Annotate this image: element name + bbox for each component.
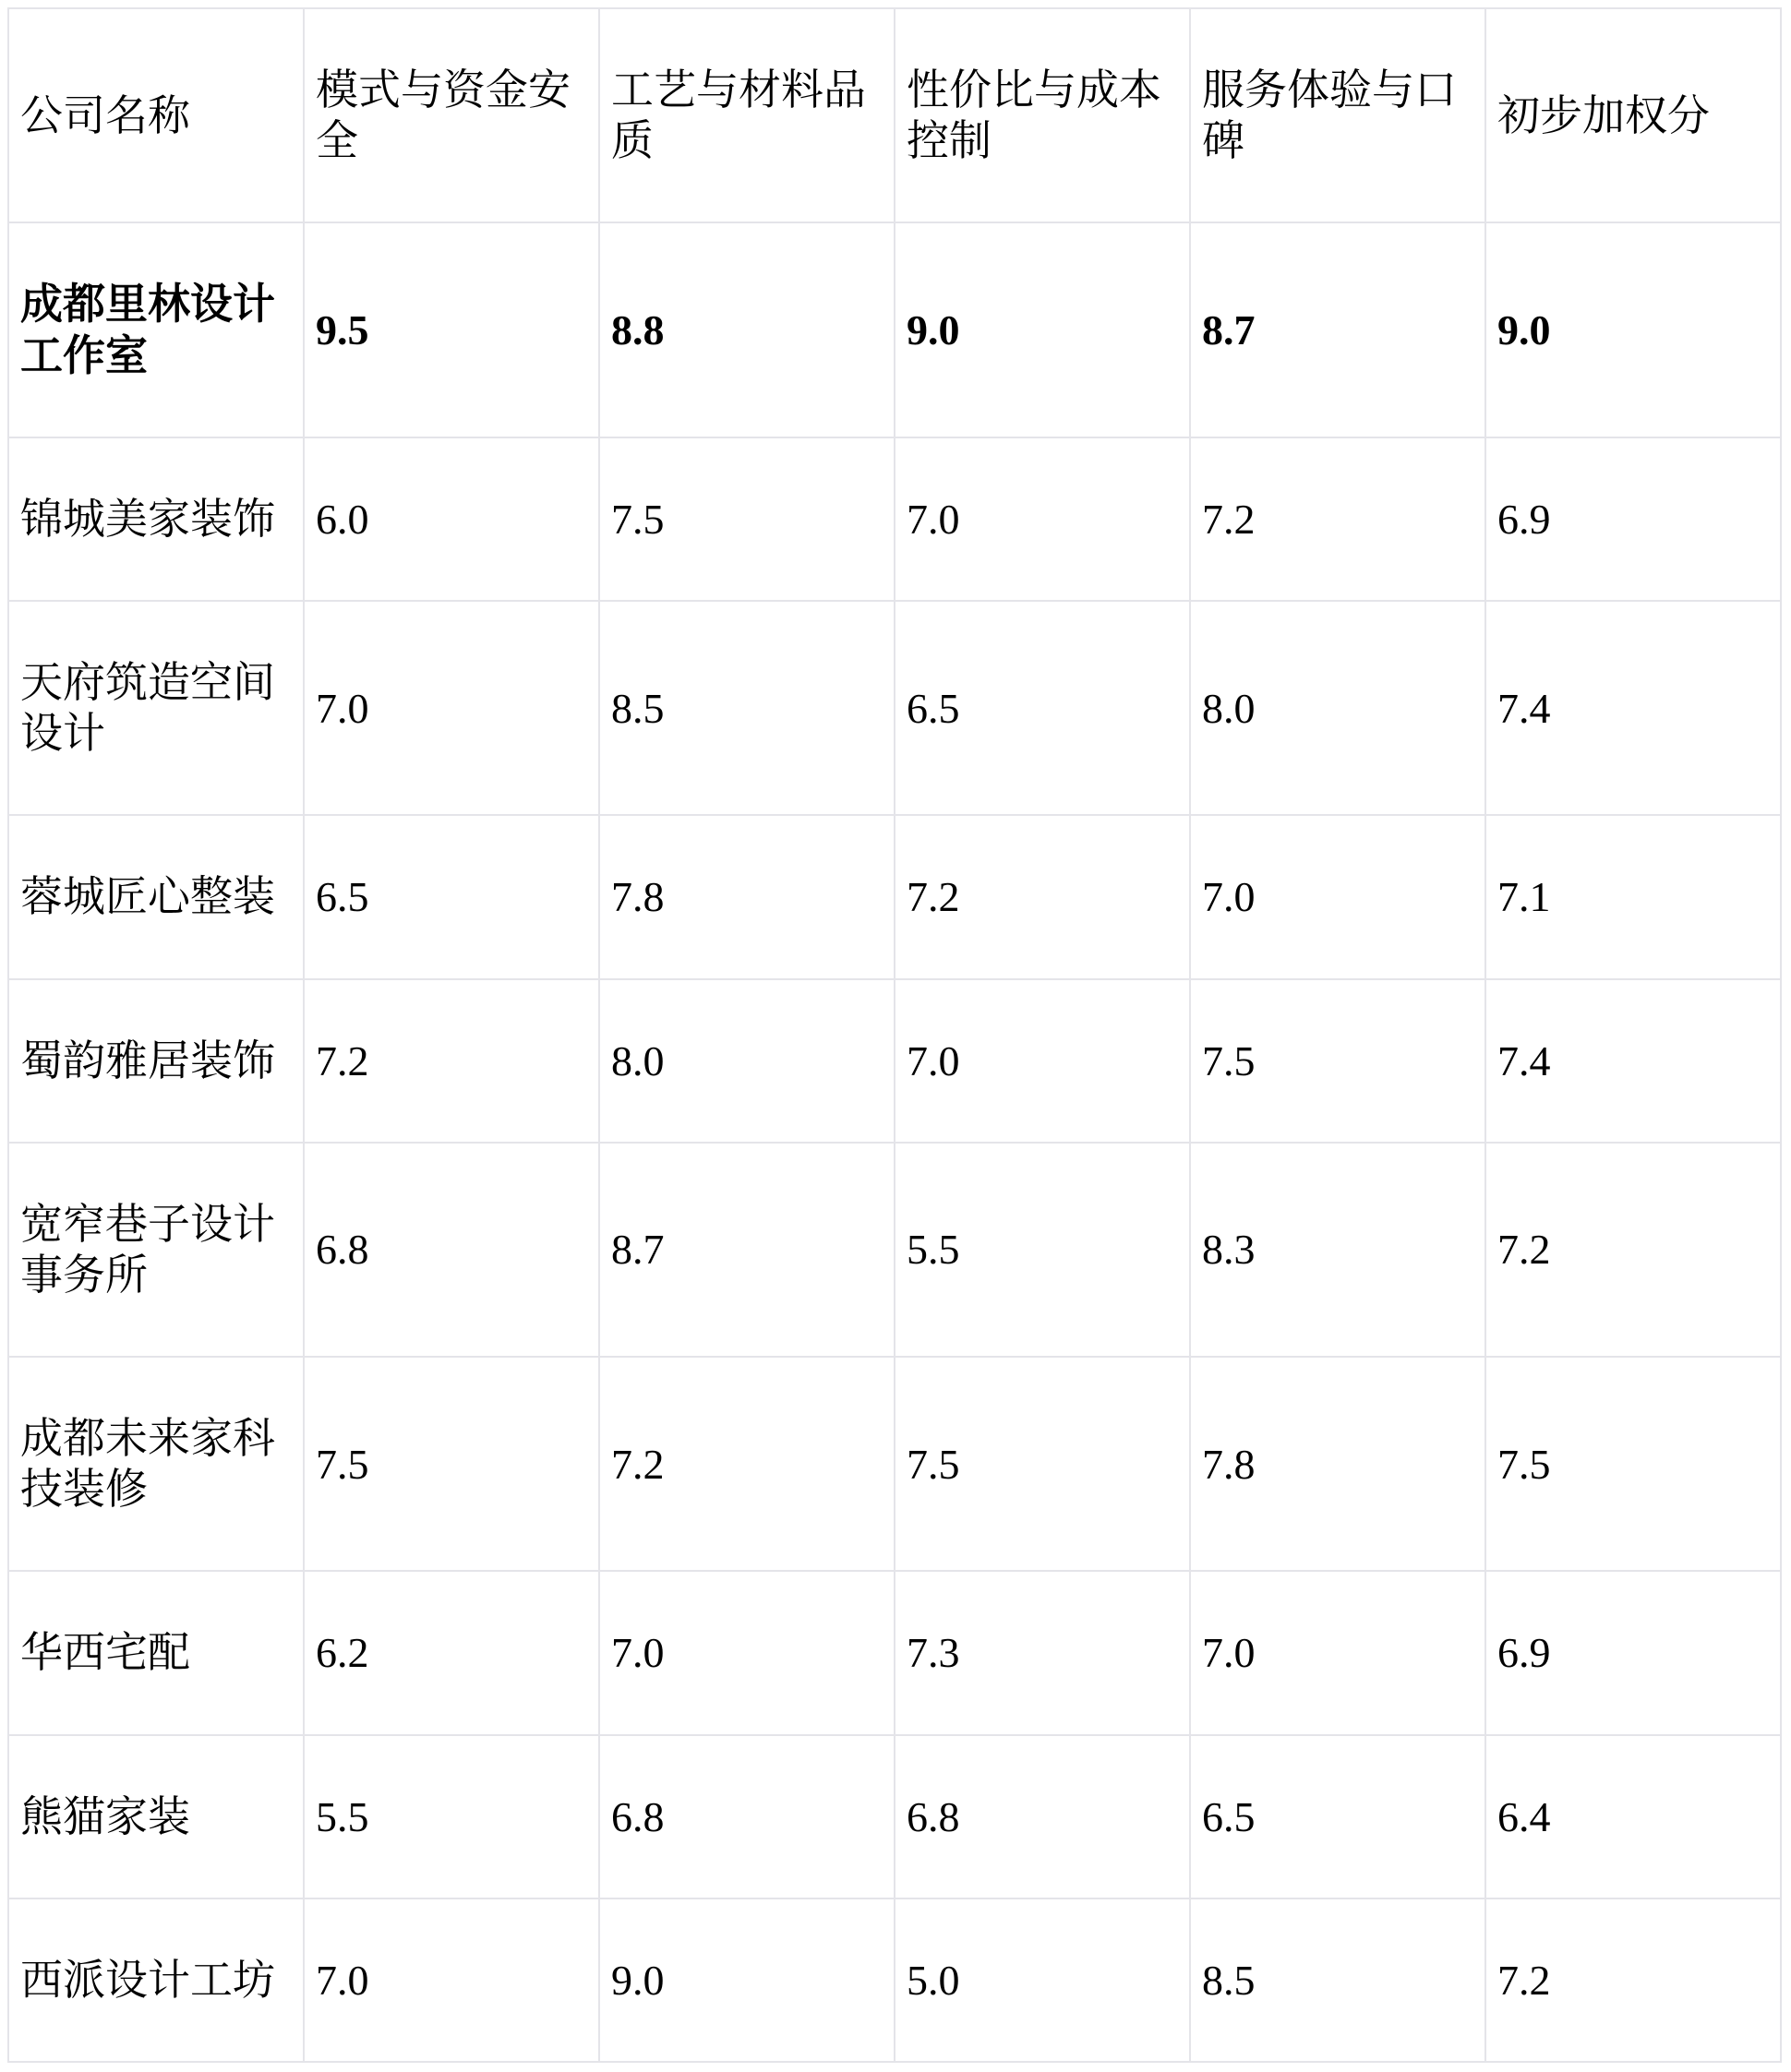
score-cell: 8.8 — [599, 222, 895, 437]
score-cell: 6.8 — [895, 1735, 1190, 1898]
score-cell: 9.0 — [1485, 222, 1781, 437]
score-cell: 6.5 — [895, 601, 1190, 815]
score-cell: 7.0 — [1190, 815, 1485, 978]
score-cell: 7.4 — [1485, 979, 1781, 1143]
score-cell: 7.5 — [304, 1357, 599, 1571]
score-cell: 7.2 — [599, 1357, 895, 1571]
table-row — [8, 1571, 1781, 1734]
company-name-cell: 熊猫家装 — [8, 1735, 304, 1898]
score-cell: 8.0 — [599, 979, 895, 1143]
table-row — [8, 979, 1781, 1143]
table-row — [8, 222, 1781, 437]
score-cell: 5.0 — [895, 1898, 1190, 2062]
column-header: 模式与资金安全 — [304, 8, 599, 222]
company-score-table — [7, 7, 1782, 2063]
table-row — [8, 1143, 1781, 1357]
score-cell: 8.0 — [1190, 601, 1485, 815]
column-header: 服务体验与口碑 — [1190, 8, 1485, 222]
table-header — [8, 8, 1781, 222]
score-cell: 8.5 — [1190, 1898, 1485, 2062]
score-cell: 7.5 — [599, 437, 895, 601]
company-name-cell: 蓉城匠心整装 — [8, 815, 304, 978]
score-cell: 9.5 — [304, 222, 599, 437]
score-cell: 7.8 — [599, 815, 895, 978]
score-cell: 5.5 — [304, 1735, 599, 1898]
score-cell: 6.9 — [1485, 437, 1781, 601]
column-header: 工艺与材料品质 — [599, 8, 895, 222]
score-cell: 7.0 — [304, 1898, 599, 2062]
score-cell: 7.1 — [1485, 815, 1781, 978]
score-cell: 5.5 — [895, 1143, 1190, 1357]
score-cell: 7.0 — [895, 979, 1190, 1143]
table-row — [8, 1735, 1781, 1898]
score-cell: 7.4 — [1485, 601, 1781, 815]
score-cell: 6.8 — [304, 1143, 599, 1357]
score-cell: 7.2 — [1485, 1143, 1781, 1357]
header-row — [8, 8, 1781, 222]
score-cell: 6.5 — [304, 815, 599, 978]
company-name-cell: 天府筑造空间设计 — [8, 601, 304, 815]
score-cell: 6.4 — [1485, 1735, 1781, 1898]
score-cell: 6.8 — [599, 1735, 895, 1898]
company-name-cell: 华西宅配 — [8, 1571, 304, 1734]
table-row — [8, 815, 1781, 978]
column-header: 性价比与成本控制 — [895, 8, 1190, 222]
company-name-cell: 锦城美家装饰 — [8, 437, 304, 601]
score-cell: 7.5 — [895, 1357, 1190, 1571]
company-name-cell: 西派设计工坊 — [8, 1898, 304, 2062]
score-cell: 7.0 — [599, 1571, 895, 1734]
score-cell: 6.5 — [1190, 1735, 1485, 1898]
table-row — [8, 1898, 1781, 2062]
score-cell: 8.3 — [1190, 1143, 1485, 1357]
score-cell: 6.9 — [1485, 1571, 1781, 1734]
company-name-cell: 蜀韵雅居装饰 — [8, 979, 304, 1143]
score-cell: 7.2 — [1190, 437, 1485, 601]
score-cell: 8.7 — [599, 1143, 895, 1357]
table-row — [8, 1357, 1781, 1571]
company-name-cell: 宽窄巷子设计事务所 — [8, 1143, 304, 1357]
score-cell: 8.5 — [599, 601, 895, 815]
score-cell: 7.0 — [895, 437, 1190, 601]
company-name-cell: 成都里林设计工作室 — [8, 222, 304, 437]
score-cell: 6.0 — [304, 437, 599, 601]
score-cell: 8.7 — [1190, 222, 1485, 437]
table-row — [8, 437, 1781, 601]
score-cell: 7.8 — [1190, 1357, 1485, 1571]
score-cell: 7.2 — [304, 979, 599, 1143]
score-cell: 6.2 — [304, 1571, 599, 1734]
score-cell: 9.0 — [895, 222, 1190, 437]
score-cell: 7.2 — [895, 815, 1190, 978]
score-cell: 7.5 — [1485, 1357, 1781, 1571]
score-cell: 7.3 — [895, 1571, 1190, 1734]
company-name-cell: 成都未来家科技装修 — [8, 1357, 304, 1571]
score-cell: 7.5 — [1190, 979, 1485, 1143]
column-header: 初步加权分 — [1485, 8, 1781, 222]
score-cell: 9.0 — [599, 1898, 895, 2062]
column-header: 公司名称 — [8, 8, 304, 222]
score-cell: 7.0 — [1190, 1571, 1485, 1734]
table-body — [8, 222, 1781, 2062]
score-cell: 7.2 — [1485, 1898, 1781, 2062]
table-row — [8, 601, 1781, 815]
score-cell: 7.0 — [304, 601, 599, 815]
